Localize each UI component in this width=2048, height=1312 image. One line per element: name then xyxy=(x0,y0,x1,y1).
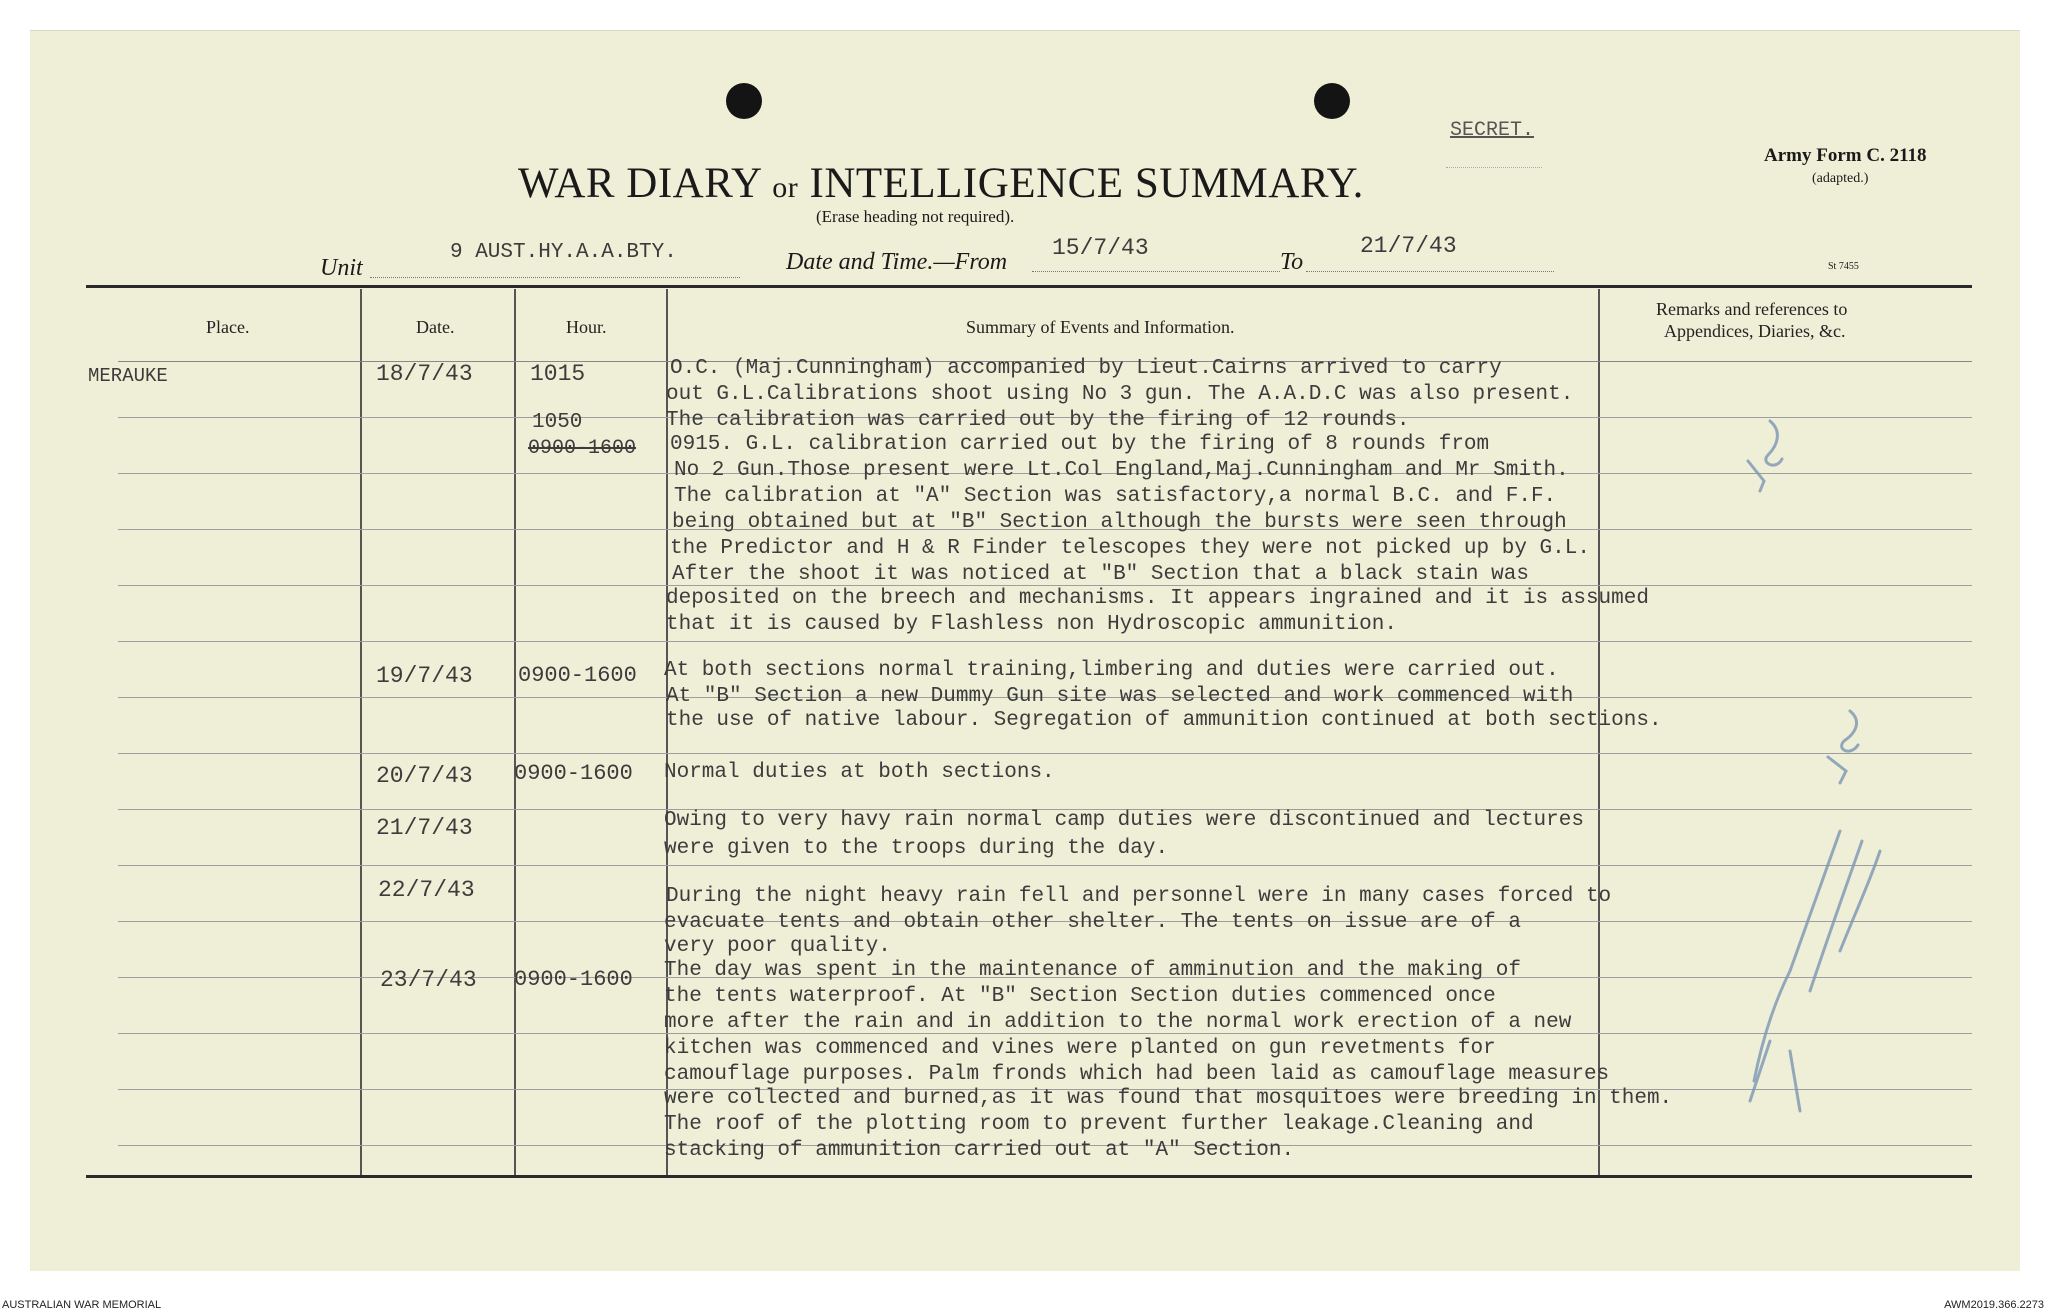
summary-line: Owing to very havy rain normal camp duties were discontinued and lectures xyxy=(664,809,1584,832)
to-field-line xyxy=(1306,271,1554,272)
entry-place: MERAUKE xyxy=(88,365,168,387)
entry-date: 18/7/43 xyxy=(376,361,473,387)
column-header-place: Place. xyxy=(206,317,250,337)
date-time-label: Date and Time.—From xyxy=(786,249,1008,275)
annotation-stroke xyxy=(1828,757,1846,783)
summary-line: the use of native labour. Segregation of ammunition continued at both sections. xyxy=(666,709,1662,732)
entry-date: 20/7/43 xyxy=(376,763,473,789)
summary-line: very poor quality. xyxy=(664,935,891,958)
column-header-date: Date. xyxy=(416,317,455,337)
ruled-line xyxy=(118,753,1972,754)
column-header-hour: Hour. xyxy=(566,317,607,337)
annotation-stroke xyxy=(1840,851,1880,951)
war-diary-page xyxy=(30,30,2020,1271)
table-bottom-rule xyxy=(86,1175,1972,1178)
summary-line: the Predictor and H & R Finder telescopes they were not picked up by G.L. xyxy=(670,537,1590,560)
column-header-summary: Summary of Events and Information. xyxy=(966,317,1235,337)
entry-hour: 0900-1600 xyxy=(514,761,633,786)
entry-date: 23/7/43 xyxy=(380,967,477,993)
ruled-line xyxy=(118,641,1972,642)
summary-line: more after the rain and in addition to the normal work erection of a new xyxy=(664,1011,1572,1034)
summary-line: 0915. G.L. calibration carried out by the firing of 8 rounds from xyxy=(670,433,1490,456)
annotation-stroke xyxy=(1748,461,1764,491)
title-part1: WAR DIARY xyxy=(518,160,761,207)
summary-line: were given to the troops during the day. xyxy=(664,837,1169,860)
unit-field-line xyxy=(370,277,740,278)
summary-line: The calibration at "A" Section was satisfactory,a normal B.C. and F.F. xyxy=(674,485,1557,508)
annotation-stroke xyxy=(1790,831,1840,971)
title-part2: INTELLIGENCE SUMMARY. xyxy=(809,160,1364,207)
to-date-value: 21/7/43 xyxy=(1360,233,1457,259)
summary-line: At "B" Section a new Dummy Gun site was selected and work commenced with xyxy=(666,685,1574,708)
entry-date: 22/7/43 xyxy=(378,877,475,903)
to-label: To xyxy=(1280,249,1304,275)
summary-line: After the shoot it was noticed at "B" Section that a black stain was xyxy=(672,563,1529,586)
entry-hour: 0900-1600 xyxy=(514,967,633,992)
subtitle: (Erase heading not required). xyxy=(816,207,1015,226)
summary-line: At both sections normal training,limbering and duties were carried out. xyxy=(664,659,1559,682)
entry-hour: 1015 xyxy=(530,361,586,387)
entry-date: 21/7/43 xyxy=(376,815,473,841)
entry-hour: 0900-1600 xyxy=(518,663,637,688)
page-title xyxy=(518,159,1364,208)
entry-date: 19/7/43 xyxy=(376,663,473,689)
classification-stamp: SECRET. xyxy=(1450,119,1535,142)
column-divider-summary xyxy=(1598,289,1600,1175)
column-divider-place xyxy=(360,289,362,1175)
from-field-line xyxy=(1032,271,1280,272)
summary-line: The day was spent in the maintenance of amminution and the making of xyxy=(664,959,1521,982)
punch-hole-right xyxy=(1314,83,1350,119)
column-divider-date xyxy=(514,289,516,1175)
annotation-stroke xyxy=(1754,971,1790,1081)
classification-underline xyxy=(1446,167,1542,168)
summary-line: camouflage purposes. Palm fronds which had been laid as camouflage measures xyxy=(664,1063,1610,1086)
summary-line: kitchen was commenced and vines were planted on gun revetments for xyxy=(664,1037,1496,1060)
summary-line: out G.L.Calibrations shoot using No 3 gun. The A.A.D.C was also present. xyxy=(666,383,1574,406)
ruled-line xyxy=(118,865,1972,866)
unit-value: 9 AUST.HY.A.A.BTY. xyxy=(450,241,677,264)
summary-line: were collected and burned,as it was found that mosquitoes were breeding in them. xyxy=(664,1087,1673,1110)
summary-line: being obtained but at "B" Section although the bursts were seen through xyxy=(672,511,1567,534)
annotation-stroke xyxy=(1842,711,1858,751)
summary-line: The roof of the plotting room to prevent further leakage.Cleaning and xyxy=(664,1113,1534,1136)
table-top-rule xyxy=(86,285,1972,288)
summary-line: The calibration was carried out by the firing of 12 rounds. xyxy=(666,409,1410,432)
from-date-value: 15/7/43 xyxy=(1052,235,1149,261)
summary-line: the tents waterproof. At "B" Section Section duties commenced once xyxy=(664,985,1496,1008)
annotation-stroke xyxy=(1766,421,1782,465)
summary-line: stacking of ammunition carried out at "A" Section. xyxy=(664,1139,1295,1162)
unit-label: Unit xyxy=(320,255,363,281)
summary-line: deposited on the breech and mechanisms. It appears ingrained and it is assumed xyxy=(666,587,1649,610)
annotation-stroke xyxy=(1790,1051,1800,1111)
title-or: or xyxy=(772,171,799,204)
army-form-adapted: (adapted.) xyxy=(1812,171,1869,186)
pencil-annotation-marks xyxy=(1730,411,1930,1131)
summary-line: During the night heavy rain fell and personnel were in many cases forced to xyxy=(666,885,1612,908)
footer-right: AWM2019.366.2273 xyxy=(1944,1299,2044,1311)
stock-number: St 7455 xyxy=(1828,261,1859,272)
summary-line: Normal duties at both sections. xyxy=(664,761,1055,784)
punch-hole-left xyxy=(726,83,762,119)
entry-hour: 1050 xyxy=(532,411,583,434)
summary-line: No 2 Gun.Those present were Lt.Col England,Maj.Cunningham and Mr Smith. xyxy=(674,459,1569,482)
column-header-remarks-line2: Appendices, Diaries, &c. xyxy=(1664,321,1846,341)
entry-hour: 0900-1600 xyxy=(528,437,637,460)
summary-line: evacuate tents and obtain other shelter. The tents on issue are of a xyxy=(664,911,1521,934)
summary-line: that it is caused by Flashless non Hydroscopic ammunition. xyxy=(666,613,1397,636)
army-form-number: Army Form C. 2118 xyxy=(1764,145,1927,166)
column-header-remarks-line1: Remarks and references to xyxy=(1656,299,1848,319)
summary-line: O.C. (Maj.Cunningham) accompanied by Lieut.Cairns arrived to carry xyxy=(670,357,1502,380)
footer-left: AUSTRALIAN WAR MEMORIAL xyxy=(2,1299,162,1311)
